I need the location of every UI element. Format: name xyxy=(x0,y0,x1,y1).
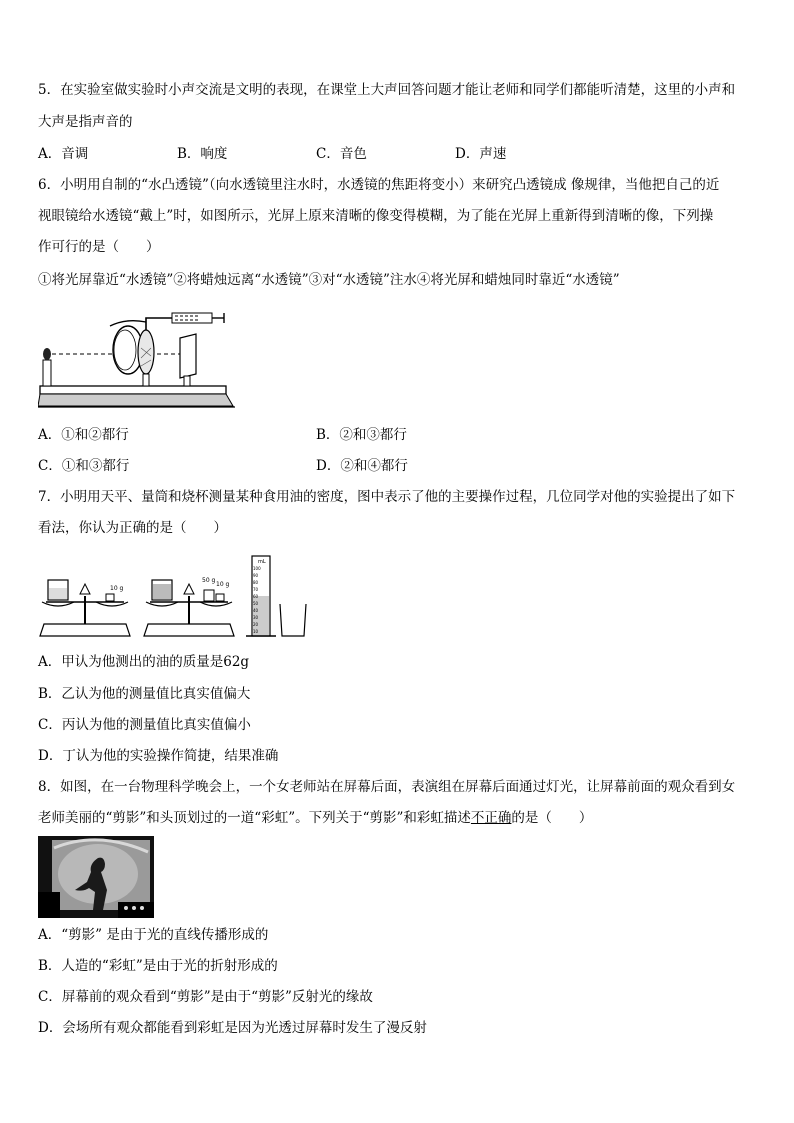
tick-10: 10 xyxy=(253,629,259,634)
q7-stem-line1: 7．小明用天平、量筒和烧杯测量某种食用油的密度，图中表示了他的主要操作过程，几位同学对他的实验提出了如下 xyxy=(38,489,736,505)
candle xyxy=(43,360,51,386)
tick-40: 40 xyxy=(253,608,259,613)
q8-underlined-word: 不正确 xyxy=(470,810,512,826)
q5-option-a: A．音调 xyxy=(38,146,89,162)
q7-stem-line2: 看法，你认为正确的是（ ） xyxy=(38,520,227,536)
empty-beaker xyxy=(280,604,306,636)
bench-base xyxy=(38,394,233,406)
tick-100: 100 xyxy=(253,566,261,571)
q8-option-c: C．屏幕前的观众看到“剪影”是由于“剪影”反射光的缘故 xyxy=(38,989,373,1005)
q8-stem-line1: 8．如图，在一台物理科学晚会上，一个女老师站在屏幕后面，表演组在屏幕后面通过灯光，让屏幕前面的观众看到女 xyxy=(38,779,736,795)
syringe xyxy=(172,313,212,323)
q5-option-b: B．响度 xyxy=(177,146,228,162)
q8-stem-line2-post: 的是（ ） xyxy=(511,810,593,826)
tick-50: 50 xyxy=(253,601,259,606)
q8-stem-line2-pre: 老师美丽的“剪影”和头顶划过的一道“彩虹”。下列关于“剪影”和彩虹描述 xyxy=(38,810,471,826)
q6-stem-line3: 作可行的是（ ） xyxy=(38,239,160,255)
tick-90: 90 xyxy=(253,573,259,578)
q5-option-c: C．音色 xyxy=(316,146,367,162)
balance-2 xyxy=(144,580,234,636)
optical-bench-figure xyxy=(38,308,238,412)
weight-label-10g-2: 10 g xyxy=(216,581,230,588)
q6-option-d: D．②和④都行 xyxy=(316,458,408,474)
q8-option-a: A．“剪影” 是由于光的直线传播形成的 xyxy=(38,927,269,943)
q7-option-a: A．甲认为他测出的油的质量是62g xyxy=(38,654,250,670)
tube xyxy=(146,318,172,330)
q6-option-a: A．①和②都行 xyxy=(38,427,129,443)
q5-stem-line1: 5．在实验室做实验时小声交流是文明的表现，在课堂上大声回答问题才能让老师和同学们都能听清楚，这里的小声和 xyxy=(38,82,736,98)
cylinder-unit: mL xyxy=(258,559,266,565)
weight-label-10g: 10 g xyxy=(110,585,124,592)
light-screen xyxy=(180,334,196,378)
q6-stem-line1: 6．小明用自制的“水凸透镜”（向水透镜里注水时，水透镜的焦距将变小）来研究凸透镜成 像规律，当他把自己的近 xyxy=(38,177,720,193)
glasses-frame xyxy=(110,321,146,326)
q7-option-d: D．丁认为他的实验操作简捷，结果准确 xyxy=(38,748,279,764)
q6-option-b: B．②和③都行 xyxy=(316,427,407,443)
q8-option-d: D．会场所有观众都能看到彩虹是因为光透过屏幕时发生了漫反射 xyxy=(38,1020,427,1036)
q6-stem-line2: 视眼镜给水透镜“戴上”时，如图所示，光屏上原来清晰的像变得模糊，为了能在光屏上重新得到清晰的像，下列操 xyxy=(38,208,714,224)
q7-option-b: B．乙认为他的测量值比真实值偏大 xyxy=(38,686,251,702)
q7-option-c: C．丙认为他的测量值比真实值偏小 xyxy=(38,717,251,733)
tick-30: 30 xyxy=(253,615,259,620)
tick-20: 20 xyxy=(253,622,259,627)
weight-label-50g: 50 g xyxy=(202,577,216,584)
bench-rail xyxy=(40,386,226,394)
tick-60: 60 xyxy=(253,594,259,599)
tick-70: 70 xyxy=(253,587,259,592)
q5-option-d: D．声速 xyxy=(455,146,507,162)
graduated-cylinder xyxy=(246,556,276,636)
tick-80: 80 xyxy=(253,580,259,585)
q6-stem-line4: ①将光屏靠近“水透镜”②将蜡烛远离“水透镜”③对“水透镜”注水④将光屏和蜡烛同时靠近“水透镜” xyxy=(38,272,620,288)
q8-stem-line2 xyxy=(38,808,592,828)
density-measurement-figure xyxy=(38,554,312,642)
silhouette-photo xyxy=(38,836,154,918)
q5-stem-line2: 大声是指声音的 xyxy=(38,114,133,130)
candle-flame xyxy=(43,348,51,360)
q6-option-c: C．①和③都行 xyxy=(38,458,130,474)
q8-option-b: B．人造的“彩虹”是由于光的折射形成的 xyxy=(38,958,278,974)
